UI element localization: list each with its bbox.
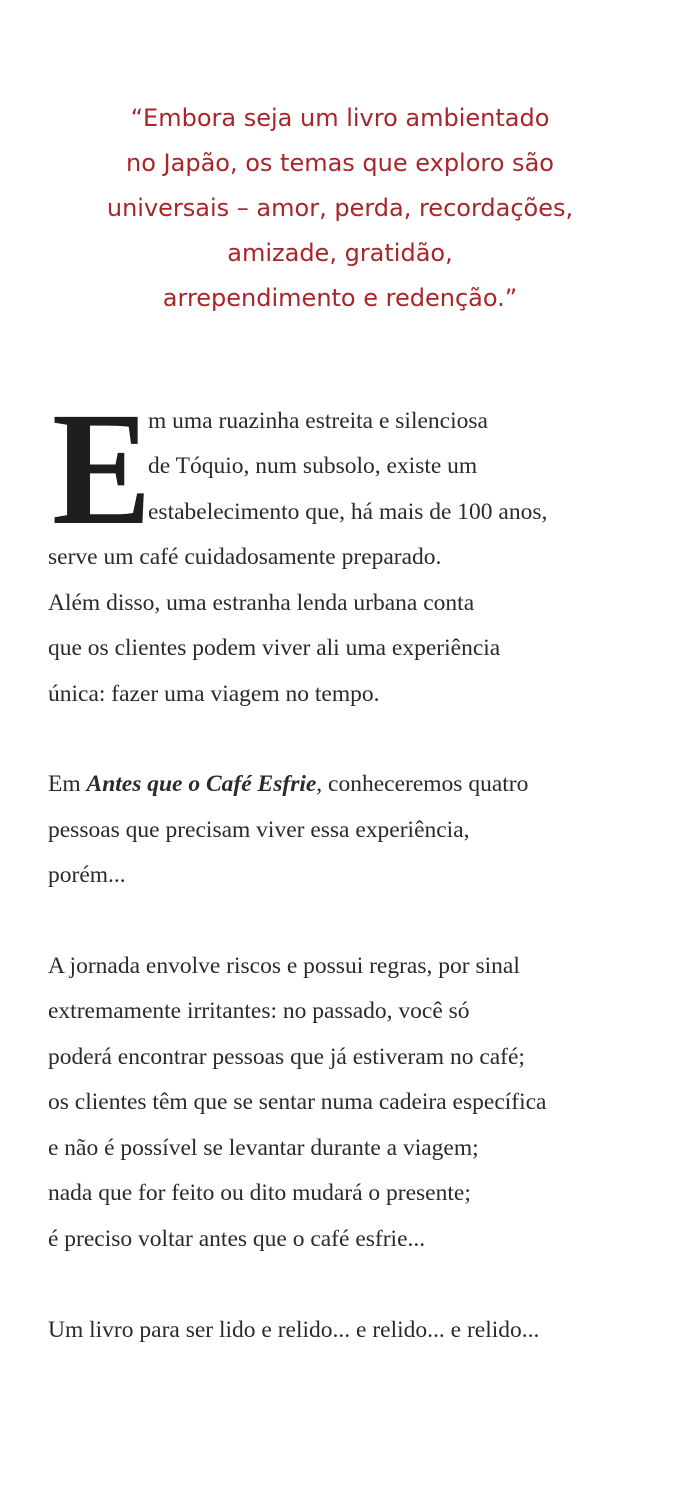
paragraph3-line: nada que for feito ou dito mudará o presente; (48, 1180, 471, 1206)
paragraph3-line: os clientes têm que se sentar numa cadeira específica (48, 1089, 547, 1115)
intro-line: de Tóquio, num subsolo, existe um (148, 453, 478, 479)
paragraph2-line: porém... (48, 862, 126, 888)
quote-line: no Japão, os temas que exploro são (126, 149, 554, 177)
paragraph3-line: poderá encontrar pessoas que já estiveram no café; (48, 1044, 525, 1070)
intro-line: que os clientes podem viver ali uma experiência (48, 635, 501, 661)
paragraph2-prefix: Em (48, 771, 87, 797)
quote-line: arrependimento e redenção.” (162, 284, 518, 312)
paragraph3-line: A jornada envolve riscos e possui regras, por sinal (48, 953, 520, 979)
closing-line: Um livro para ser lido e relido... e relido... e relido... (48, 1317, 540, 1343)
intro-line: m uma ruazinha estreita e silenciosa (148, 408, 488, 434)
drop-cap-letter: E (52, 380, 152, 559)
author-quote (0, 96, 680, 321)
intro-line: estabelecimento que, há mais de 100 anos, (148, 499, 548, 525)
paragraph3-line: é preciso voltar antes que o café esfrie... (48, 1226, 426, 1252)
book-title: Antes que o Café Esfrie (86, 771, 317, 797)
paragraph2-line-rest: , conheceremos quatro (316, 771, 529, 797)
quote-line: amizade, gratidão, (227, 239, 453, 267)
paragraph2-line-1 (48, 769, 528, 799)
paragraph3-line: e não é possível se levantar durante a viagem; (48, 1135, 479, 1161)
quote-line: universais – amor, perda, recordações, (106, 194, 574, 222)
intro-line: única: fazer uma viagem no tempo. (48, 681, 380, 707)
intro-line: Além disso, uma estranha lenda urbana conta (48, 590, 475, 616)
paragraph3-line: extremamente irritantes: no passado, você só (48, 998, 470, 1024)
quote-line: “Embora seja um livro ambientado (130, 104, 550, 132)
intro-line: serve um café cuidadosamente preparado. (48, 544, 442, 570)
paragraph2-line: pessoas que precisam viver essa experiência, (48, 817, 470, 843)
